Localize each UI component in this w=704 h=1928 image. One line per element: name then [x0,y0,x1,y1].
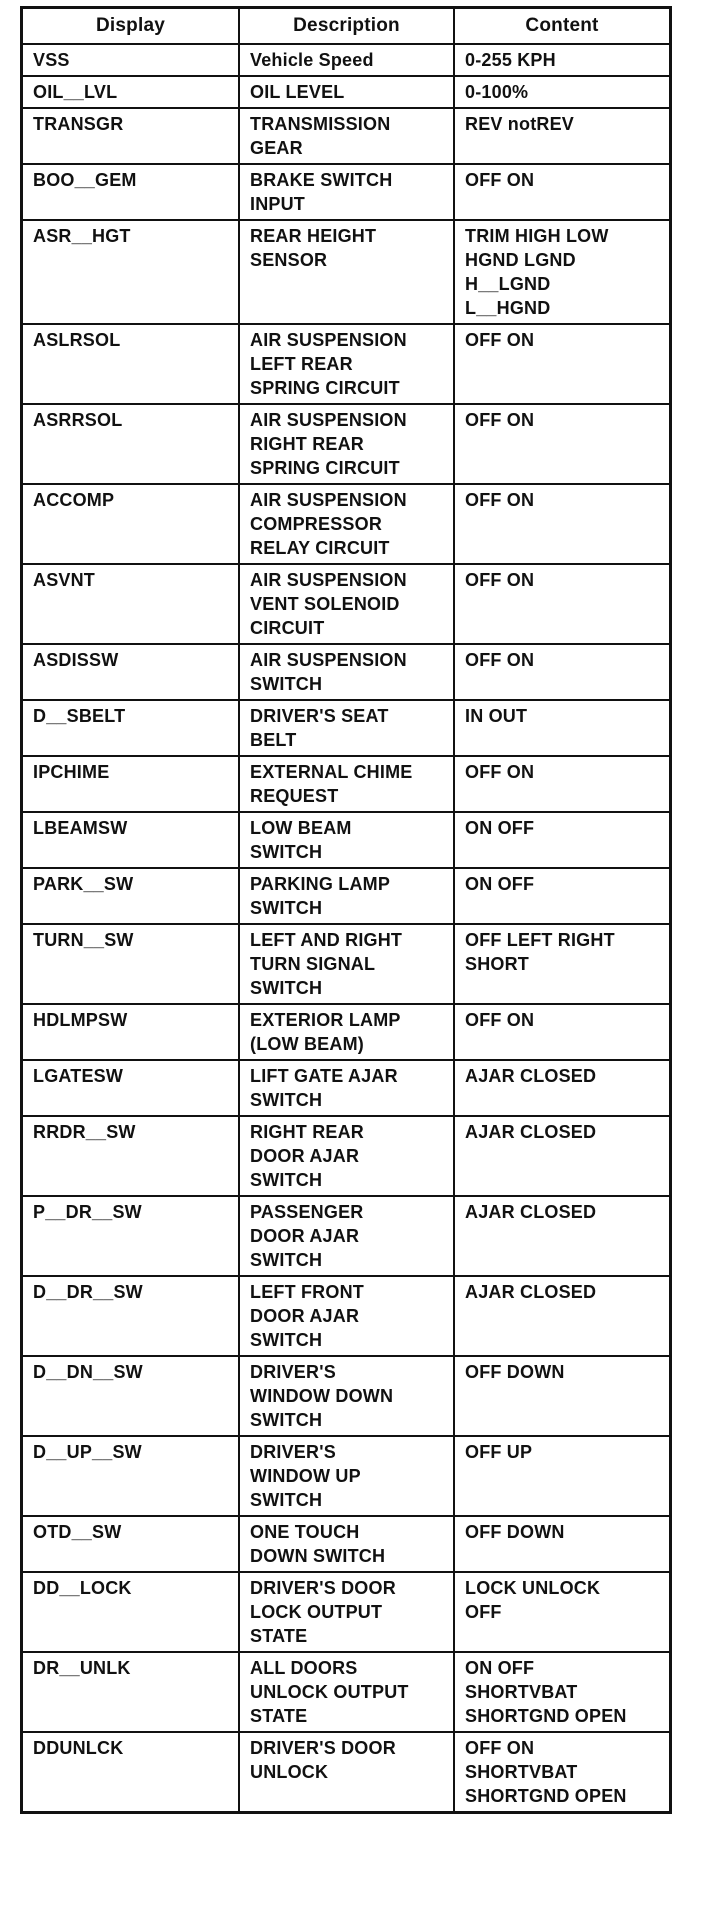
table-row [23,1276,669,1356]
description-text: AIR SUSPENSION LEFT REAR SPRING CIRCUIT [250,330,407,398]
content-text: TRIM HIGH LOW HGND LGND H__LGND L__HGND [465,226,609,318]
display-text: ASVNT [33,570,96,590]
cell-content [454,404,669,484]
cell-display [23,484,239,564]
table-row [23,484,669,564]
table-row [23,108,669,164]
cell-display [23,1004,239,1060]
description-text: EXTERNAL CHIME REQUEST [250,762,413,806]
cell-description [239,484,454,564]
display-text: ASLRSOL [33,330,121,350]
cell-display [23,1652,239,1732]
display-text: D__DN__SW [33,1362,143,1382]
display-text: TURN__SW [33,930,134,950]
cell-content [454,1116,669,1196]
table-row [23,1436,669,1516]
cell-description [239,1004,454,1060]
description-text: LEFT FRONT DOOR AJAR SWITCH [250,1282,364,1350]
cell-content [454,324,669,404]
display-text: VSS [33,50,70,70]
description-text: EXTERIOR LAMP (LOW BEAM) [250,1010,401,1054]
table-row [23,324,669,404]
table-row [23,1572,669,1652]
description-text: AIR SUSPENSION COMPRESSOR RELAY CIRCUIT [250,490,407,558]
cell-display [23,700,239,756]
content-text: OFF UP [465,1442,533,1462]
cell-display [23,924,239,1004]
table-row [23,1652,669,1732]
cell-display [23,220,239,324]
description-text: ONE TOUCH DOWN SWITCH [250,1522,386,1566]
content-text: AJAR CLOSED [465,1202,597,1222]
description-text: RIGHT REAR DOOR AJAR SWITCH [250,1122,364,1190]
cell-content [454,1060,669,1116]
cell-content [454,700,669,756]
display-text: D__SBELT [33,706,126,726]
cell-display [23,324,239,404]
cell-display [23,404,239,484]
content-text: OFF ON [465,1010,535,1030]
content-text: OFF DOWN [465,1522,565,1542]
table-row [23,1356,669,1436]
cell-description [239,1572,454,1652]
cell-content [454,1196,669,1276]
cell-content [454,1436,669,1516]
header-row [23,9,669,44]
cell-content [454,1572,669,1652]
display-text: TRANSGR [33,114,124,134]
cell-display [23,1356,239,1436]
content-text: AJAR CLOSED [465,1122,597,1142]
column-header-display: Display [23,9,239,44]
content-text: ON OFF [465,818,535,838]
cell-display [23,644,239,700]
display-text: DD__LOCK [33,1578,132,1598]
cell-content [454,644,669,700]
cell-description [239,924,454,1004]
cell-display [23,868,239,924]
description-text: DRIVER'S DOOR UNLOCK [250,1738,396,1782]
cell-description [239,1436,454,1516]
content-text: ON OFF SHORTVBAT SHORTGND OPEN [465,1658,627,1726]
display-text: DDUNLCK [33,1738,124,1758]
data-table [23,9,669,1811]
cell-display [23,756,239,812]
cell-description [239,1116,454,1196]
table-row [23,868,669,924]
table-row [23,564,669,644]
description-text: AIR SUSPENSION VENT SOLENOID CIRCUIT [250,570,407,638]
table-row [23,76,669,108]
description-text: TRANSMISSION GEAR [250,114,391,158]
cell-content [454,924,669,1004]
cell-display [23,44,239,76]
cell-content [454,1652,669,1732]
cell-content [454,1276,669,1356]
content-text: OFF ON [465,570,535,590]
parameter-table [20,6,672,1814]
description-text: REAR HEIGHT SENSOR [250,226,377,270]
description-text: AIR SUSPENSION RIGHT REAR SPRING CIRCUIT [250,410,407,478]
table-row [23,812,669,868]
description-text: LIFT GATE AJAR SWITCH [250,1066,398,1110]
description-text: LEFT AND RIGHT TURN SIGNAL SWITCH [250,930,403,998]
cell-content [454,812,669,868]
cell-content [454,756,669,812]
table-row [23,1516,669,1572]
table-body [23,44,669,1811]
table-row [23,164,669,220]
table-row [23,1004,669,1060]
cell-description [239,644,454,700]
display-text: ASR__HGT [33,226,131,246]
cell-display [23,1196,239,1276]
display-text: BOO__GEM [33,170,137,190]
description-text: DRIVER'S WINDOW DOWN SWITCH [250,1362,394,1430]
display-text: D__UP__SW [33,1442,142,1462]
content-text: REV notREV [465,114,575,134]
cell-description [239,1652,454,1732]
content-text: AJAR CLOSED [465,1282,597,1302]
content-text: OFF ON [465,490,535,510]
cell-content [454,1516,669,1572]
cell-description [239,76,454,108]
table-row [23,404,669,484]
content-text: IN OUT [465,706,528,726]
cell-content [454,564,669,644]
content-text: OFF LEFT RIGHT SHORT [465,930,615,974]
cell-display [23,164,239,220]
display-text: RRDR__SW [33,1122,136,1142]
cell-content [454,164,669,220]
cell-display [23,1732,239,1811]
cell-display [23,1060,239,1116]
content-text: OFF ON SHORTVBAT SHORTGND OPEN [465,1738,627,1806]
cell-description [239,1356,454,1436]
table-row [23,1196,669,1276]
display-text: OIL__LVL [33,82,118,102]
column-header-description: Description [239,9,454,44]
description-text: PASSENGER DOOR AJAR SWITCH [250,1202,364,1270]
display-text: ASRRSOL [33,410,123,430]
display-text: P__DR__SW [33,1202,142,1222]
table-row [23,220,669,324]
cell-description [239,1516,454,1572]
description-text: BRAKE SWITCH INPUT [250,170,393,214]
cell-description [239,1196,454,1276]
content-text: AJAR CLOSED [465,1066,597,1086]
content-text: 0-100% [465,82,529,102]
content-text: OFF ON [465,170,535,190]
cell-content [454,44,669,76]
content-text: LOCK UNLOCK OFF [465,1578,601,1622]
cell-display [23,108,239,164]
cell-display [23,1516,239,1572]
table-row [23,924,669,1004]
cell-description [239,1276,454,1356]
description-text: DRIVER'S SEAT BELT [250,706,389,750]
cell-content [454,868,669,924]
display-text: LGATESW [33,1066,124,1086]
display-text: OTD__SW [33,1522,122,1542]
display-text: LBEAMSW [33,818,128,838]
cell-description [239,164,454,220]
cell-content [454,484,669,564]
content-text: OFF ON [465,410,535,430]
cell-description [239,756,454,812]
table-row [23,44,669,76]
cell-content [454,76,669,108]
cell-description [239,700,454,756]
cell-description [239,108,454,164]
cell-display [23,1572,239,1652]
description-text: LOW BEAM SWITCH [250,818,352,862]
display-text: ASDISSW [33,650,119,670]
description-text: Vehicle Speed [250,50,374,70]
cell-description [239,44,454,76]
content-text: OFF ON [465,330,535,350]
table-row [23,1116,669,1196]
description-text: AIR SUSPENSION SWITCH [250,650,407,694]
cell-display [23,812,239,868]
cell-description [239,404,454,484]
display-text: ACCOMP [33,490,115,510]
table-row [23,1060,669,1116]
description-text: ALL DOORS UNLOCK OUTPUT STATE [250,1658,409,1726]
table-row [23,700,669,756]
cell-display [23,1436,239,1516]
cell-description [239,812,454,868]
description-text: PARKING LAMP SWITCH [250,874,391,918]
table-row [23,644,669,700]
cell-description [239,324,454,404]
cell-display [23,1116,239,1196]
content-text: ON OFF [465,874,535,894]
display-text: PARK__SW [33,874,134,894]
cell-content [454,1356,669,1436]
column-header-content: Content [454,9,669,44]
display-text: HDLMPSW [33,1010,128,1030]
cell-display [23,564,239,644]
description-text: DRIVER'S WINDOW UP SWITCH [250,1442,361,1510]
cell-content [454,220,669,324]
cell-content [454,1004,669,1060]
description-text: OIL LEVEL [250,82,345,102]
cell-display [23,1276,239,1356]
content-text: OFF ON [465,762,535,782]
cell-description [239,564,454,644]
cell-description [239,1732,454,1811]
cell-display [23,76,239,108]
table-row [23,1732,669,1811]
table-row [23,756,669,812]
content-text: 0-255 KPH [465,50,556,70]
display-text: IPCHIME [33,762,110,782]
display-text: DR__UNLK [33,1658,131,1678]
description-text: DRIVER'S DOOR LOCK OUTPUT STATE [250,1578,396,1646]
cell-description [239,220,454,324]
display-text: D__DR__SW [33,1282,143,1302]
content-text: OFF ON [465,650,535,670]
content-text: OFF DOWN [465,1362,565,1382]
cell-content [454,1732,669,1811]
cell-content [454,108,669,164]
cell-description [239,868,454,924]
cell-description [239,1060,454,1116]
